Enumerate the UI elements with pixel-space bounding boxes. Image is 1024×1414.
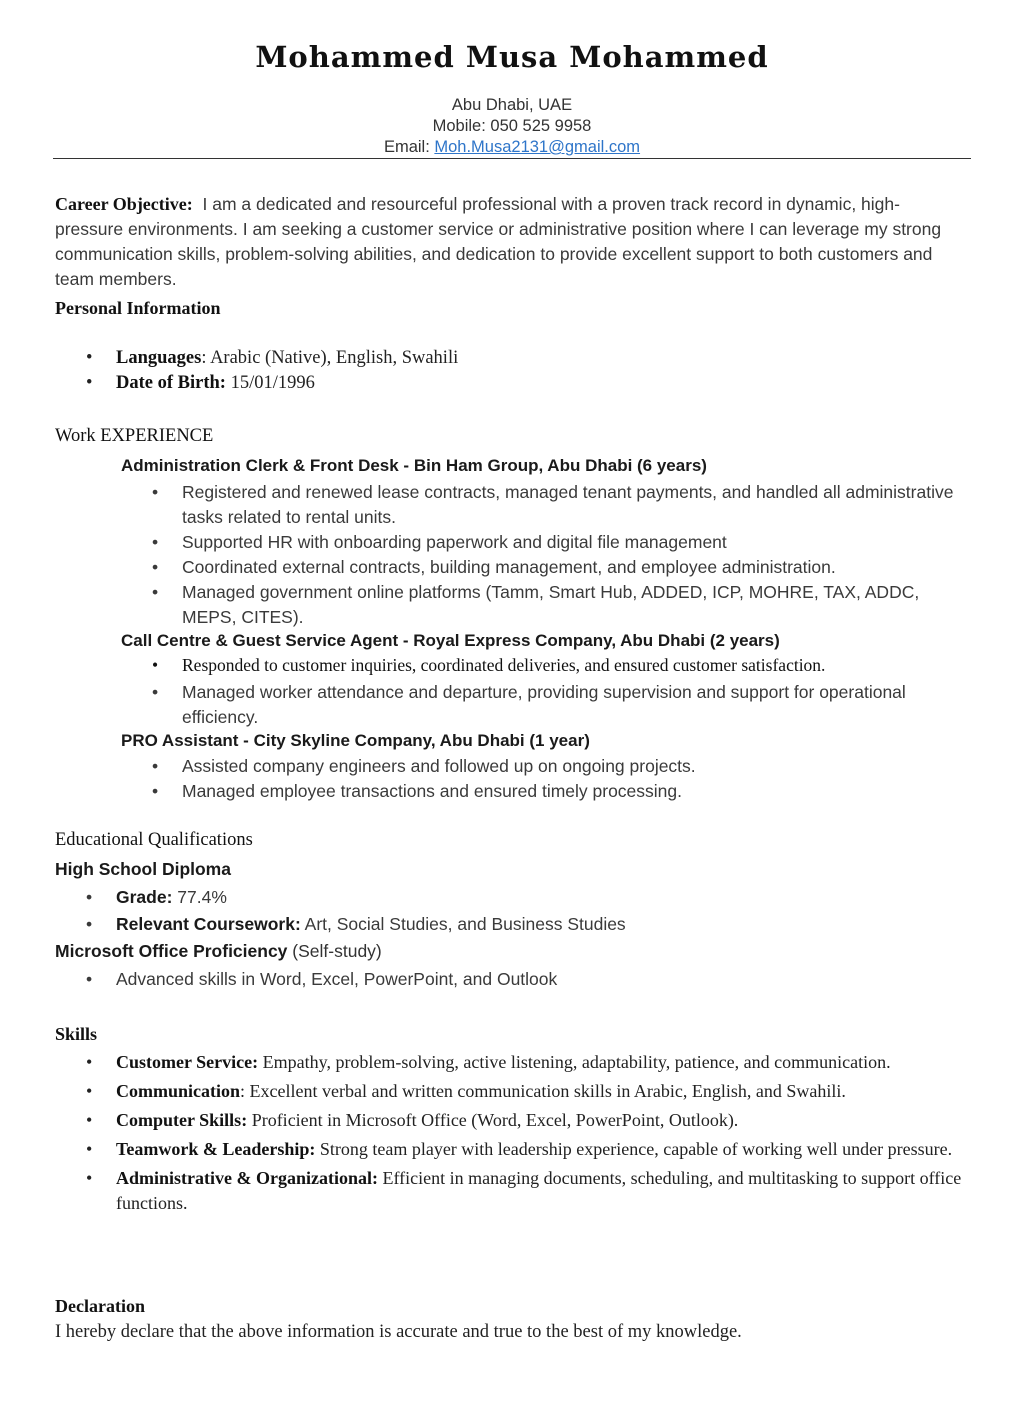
item-label: Customer Service:: [116, 1052, 259, 1072]
office-title-text: Microsoft Office Proficiency: [55, 941, 288, 961]
diploma-list: [86, 884, 976, 938]
bullet-icon: •: [86, 373, 93, 393]
bullet-icon: •: [86, 1139, 93, 1159]
list-item: [152, 555, 972, 580]
item-label: Date of Birth:: [116, 373, 226, 393]
list-item: [86, 1137, 976, 1162]
bullet-icon: •: [152, 682, 159, 702]
list-item: [86, 911, 976, 938]
personal-info-heading: Personal Information: [55, 298, 221, 318]
item-value: 77.4%: [172, 887, 227, 907]
objective-label: Career Objective:: [55, 194, 193, 214]
item-label: Computer Skills:: [116, 1110, 248, 1130]
list-item: [152, 779, 972, 804]
bullet-text: Managed government online platforms (Tamm, Smart Hub, ADDED, ICP, MOHRE, TAX, ADDC, MEPS, CITES).: [182, 582, 920, 627]
list-item: [152, 480, 972, 530]
header-divider: [53, 158, 971, 159]
declaration-text: I hereby declare that the above information is accurate and true to the best of my knowledge.: [55, 1322, 742, 1342]
objective-text: I am a dedicated and resourceful professional with a proven track record in dynamic, high-pressure environments. I am seeking a customer service or administrative position where I can leverage my strong communication skills, problem-solving abilities, and dedication to provide excellent support to both customers and team members.: [55, 194, 942, 289]
work-experience-heading: Work EXPERIENCE: [55, 426, 214, 446]
job-bullets: [152, 754, 972, 804]
list-item: [152, 754, 972, 779]
job-title: PRO Assistant - City Skyline Company, Abu Dhabi (1 year): [121, 731, 590, 750]
bullet-text: Supported HR with onboarding paperwork and digital file management: [182, 532, 727, 552]
list-item: [152, 580, 972, 630]
item-value: Art, Social Studies, and Business Studies: [300, 914, 626, 934]
bullet-icon: •: [152, 532, 159, 552]
mobile-line: [0, 117, 1024, 136]
diploma-title: [55, 859, 231, 880]
bullet-icon: •: [86, 1081, 93, 1101]
item-label: Communication: [116, 1081, 241, 1101]
bullet-icon: •: [152, 756, 159, 776]
bullet-icon: •: [152, 582, 159, 602]
education-heading: Educational Qualifications: [55, 830, 253, 850]
bullet-text: Responded to customer inquiries, coordinated deliveries, and ensured customer satisfaction.: [182, 655, 826, 675]
job-title: Call Centre & Guest Service Agent - Royal Express Company, Abu Dhabi (2 years): [121, 631, 780, 650]
item-value: : Excellent verbal and written communication skills in Arabic, English, and Swahili.: [240, 1081, 846, 1101]
email-link[interactable]: Moh.Musa2131@gmail.com: [434, 138, 641, 156]
item-value: Strong team player with leadership experience, capable of working well under pressure.: [315, 1139, 953, 1159]
office-note: (Self-study): [287, 941, 382, 961]
email-line: [0, 138, 1024, 157]
job-title: Administration Clerk & Front Desk - Bin Ham Group, Abu Dhabi (6 years): [121, 456, 707, 475]
bullet-icon: •: [152, 655, 159, 675]
list-item: [86, 371, 458, 396]
list-item: [152, 530, 972, 555]
diploma-title-text: High School Diploma: [55, 859, 231, 879]
job-bullets: [152, 480, 972, 630]
list-item: [86, 884, 976, 911]
item-sep: :: [201, 348, 207, 368]
office-list: [86, 966, 976, 993]
personal-info-list: [86, 346, 459, 396]
list-item: [86, 1079, 976, 1104]
bullet-text: Assisted company engineers and followed up on ongoing projects.: [182, 756, 696, 776]
office-title: [55, 941, 382, 962]
candidate-name: Mohammed Musa Mohammed: [255, 40, 769, 74]
bullet-text: Registered and renewed lease contracts, managed tenant payments, and handled all administrative tasks related to rental units.: [182, 482, 954, 527]
job-bullets: [152, 653, 972, 730]
mobile-number: 050 525 9958: [490, 117, 592, 135]
bullet-icon: •: [86, 1110, 93, 1130]
item-value: 15/01/1996: [225, 373, 315, 393]
location: Abu Dhabi, UAE: [451, 96, 573, 114]
item-value: Arabic (Native), English, Swahili: [206, 348, 459, 368]
item-label: Administrative & Organizational:: [116, 1168, 378, 1188]
bullet-text: Coordinated external contracts, building management, and employee administration.: [182, 557, 836, 577]
bullet-icon: •: [86, 887, 93, 907]
bullet-icon: •: [152, 482, 159, 502]
career-objective: [55, 192, 955, 292]
list-item: [86, 1050, 976, 1075]
mobile-label: Mobile:: [432, 117, 486, 135]
skills-heading: Skills: [55, 1024, 98, 1044]
item-label: Teamwork & Leadership:: [116, 1139, 316, 1159]
list-item: [86, 346, 459, 371]
item-value: Proficient in Microsoft Office (Word, Excel, PowerPoint, Outlook).: [247, 1110, 739, 1130]
bullet-icon: •: [86, 969, 93, 989]
bullet-text: Managed employee transactions and ensured timely processing.: [182, 781, 683, 801]
bullet-icon: •: [86, 1052, 93, 1072]
item-value: Efficient in managing documents, scheduling, and multitasking to support office functions.: [116, 1168, 962, 1213]
declaration-heading: Declaration: [55, 1296, 145, 1316]
email-label: Email:: [383, 138, 430, 156]
list-item: [86, 1108, 976, 1133]
list-item: [86, 966, 976, 993]
item-label: Languages: [116, 348, 202, 368]
item-value: Empathy, problem-solving, active listening, adaptability, patience, and communication.: [258, 1052, 891, 1072]
item-label: Grade:: [116, 887, 173, 907]
bullet-text: Managed worker attendance and departure, providing supervision and support for operational efficiency.: [182, 682, 906, 727]
list-item: [152, 653, 972, 678]
bullet-icon: •: [86, 914, 93, 934]
bullet-icon: •: [86, 348, 93, 368]
list-item: [152, 680, 972, 730]
item-label: Relevant Coursework:: [116, 914, 301, 934]
bullet-icon: •: [86, 1168, 93, 1188]
skills-list: [86, 1050, 976, 1220]
list-item: [86, 1166, 976, 1216]
bullet-icon: •: [152, 557, 159, 577]
bullet-icon: •: [152, 781, 159, 801]
bullet-text: Advanced skills in Word, Excel, PowerPoint, and Outlook: [116, 969, 558, 989]
